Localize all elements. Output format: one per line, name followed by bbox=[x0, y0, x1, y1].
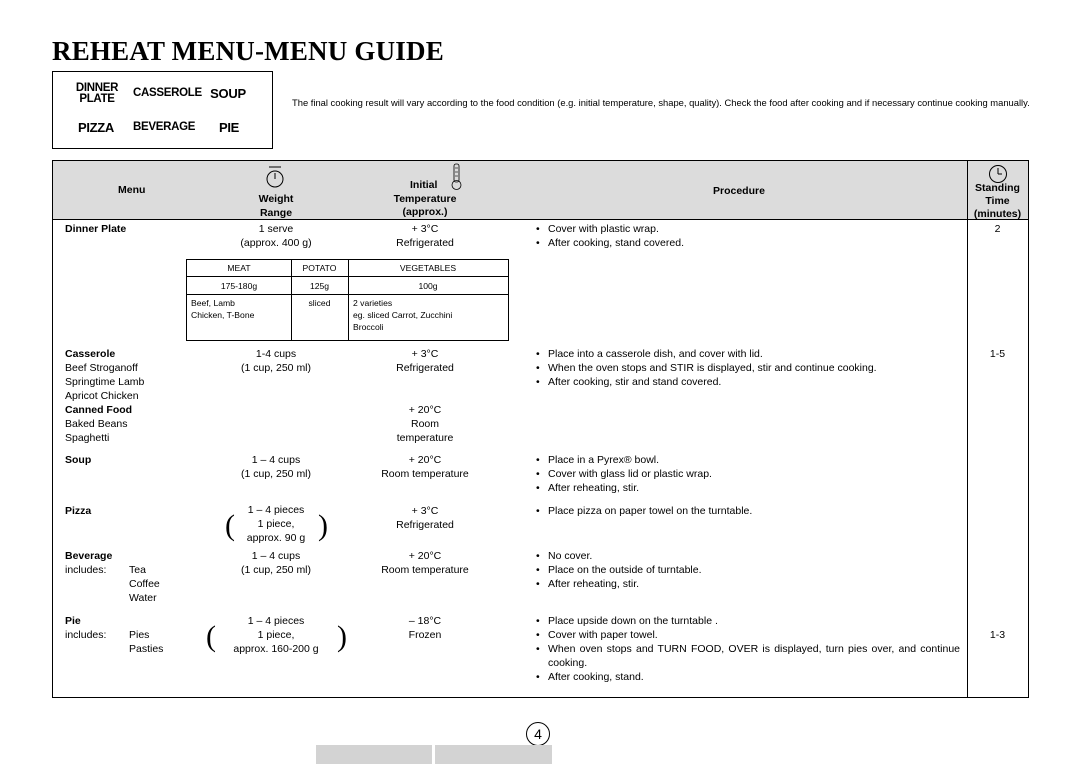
pie-button bbox=[216, 122, 242, 133]
thermometer-icon bbox=[450, 163, 464, 191]
pie-paren-open: ( bbox=[206, 620, 216, 653]
beverage-item-1: Tea bbox=[129, 564, 146, 576]
canned-temp-3: temperature bbox=[396, 432, 454, 444]
casserole-name: Casserole bbox=[65, 348, 116, 360]
header-procedure: Procedure bbox=[713, 185, 765, 197]
beverage-name: Beverage bbox=[65, 550, 113, 562]
subtable-header-vegetables: VEGETABLES bbox=[399, 263, 457, 273]
canned-food-name: Canned Food bbox=[65, 404, 133, 416]
header-initial: Initial bbox=[410, 179, 438, 191]
dinner-proc-2: • After cooking, stand covered. bbox=[548, 236, 684, 250]
dinner-plate-label-2: PLATE bbox=[79, 93, 115, 105]
standing-column-divider bbox=[967, 161, 968, 697]
subtable-rule-1 bbox=[187, 276, 508, 277]
subtable-amount-meat: 175-180g bbox=[220, 281, 258, 291]
pizza-proc-1: • Place pizza on paper towel on the turntable. bbox=[548, 504, 752, 518]
footer-tab-left bbox=[316, 745, 432, 764]
subtable-veg-1: 2 varieties bbox=[353, 298, 393, 308]
dinner-time: 2 bbox=[994, 223, 1001, 235]
beverage-item-3: Water bbox=[129, 592, 157, 604]
casserole-item-1: Beef Stroganoff bbox=[65, 362, 138, 374]
footer-tab-right bbox=[435, 745, 552, 764]
pie-weight-3: approx. 160-200 g bbox=[233, 643, 319, 655]
pie-time: 1-3 bbox=[989, 629, 1006, 641]
header-standing: Standing bbox=[975, 182, 1020, 194]
pie-item-1: Pies bbox=[129, 629, 150, 641]
timer-icon bbox=[264, 165, 286, 189]
pizza-weight-1: 1 – 4 pieces bbox=[247, 504, 305, 516]
beverage-temp-1: + 20°C bbox=[408, 550, 442, 562]
header-weight: Weight bbox=[258, 193, 294, 205]
soup-temp-2: Room temperature bbox=[381, 468, 469, 480]
dinner-proc-1: • Cover with plastic wrap. bbox=[548, 222, 659, 236]
page-number: 4 bbox=[526, 722, 550, 746]
pie-weight-1: 1 – 4 pieces bbox=[247, 615, 305, 627]
casserole-proc-2: • When the oven stops and STIR is displayed, stir and continue cooking. bbox=[548, 361, 877, 375]
dinner-temp-1: + 3°C bbox=[411, 223, 439, 235]
pie-label: PIE bbox=[218, 120, 240, 135]
subtable-amount-vegetables: 100g bbox=[418, 281, 438, 291]
beverage-weight-2: (1 cup, 250 ml) bbox=[240, 564, 312, 576]
pie-paren-close: ) bbox=[337, 620, 347, 653]
pizza-name: Pizza bbox=[65, 505, 92, 517]
dinner-plate-label-1: DINNER bbox=[75, 82, 119, 94]
control-panel-illustration bbox=[52, 71, 273, 149]
soup-proc-2: • Cover with glass lid or plastic wrap. bbox=[548, 467, 712, 481]
page-title: REHEAT MENU-MENU GUIDE bbox=[52, 36, 444, 66]
dinner-weight-1: 1 serve bbox=[258, 223, 294, 235]
pizza-label: PIZZA bbox=[77, 120, 115, 135]
subtable-potato: sliced bbox=[308, 298, 331, 308]
pizza-weight-3: approx. 90 g bbox=[246, 532, 306, 544]
beverage-label: BEVERAGE bbox=[133, 121, 196, 133]
header-range: Range bbox=[259, 207, 293, 219]
beverage-button bbox=[133, 121, 196, 133]
pie-name: Pie bbox=[65, 615, 81, 627]
pizza-button bbox=[76, 122, 116, 133]
subtable-meat-2: Chicken, T-Bone bbox=[191, 310, 255, 320]
pie-proc-4: • After cooking, stand. bbox=[548, 670, 644, 684]
beverage-includes: includes: bbox=[65, 564, 107, 576]
beverage-proc-2: • Place on the outside of turntable. bbox=[548, 563, 702, 577]
casserole-item-2: Springtime Lamb bbox=[65, 376, 145, 388]
soup-name: Soup bbox=[65, 454, 92, 466]
dinner-plate-button bbox=[75, 83, 119, 105]
dinner-temp-2: Refrigerated bbox=[396, 237, 454, 249]
pie-proc-3: • When oven stops and TURN FOOD, OVER is displayed, turn pies over, and continue cooking. bbox=[548, 642, 960, 670]
header-approx: (approx.) bbox=[402, 206, 448, 218]
beverage-weight-1: 1 – 4 cups bbox=[251, 550, 301, 562]
soup-proc-3: • After reheating, stir. bbox=[548, 481, 639, 495]
pie-proc-1: • Place upside down on the turntable . bbox=[548, 614, 718, 628]
casserole-proc-1: • Place into a casserole dish, and cover with lid. bbox=[548, 347, 763, 361]
soup-label: SOUP bbox=[210, 86, 246, 101]
soup-weight-2: (1 cup, 250 ml) bbox=[240, 468, 312, 480]
pie-temp-1: – 18°C bbox=[408, 615, 442, 627]
pie-includes: includes: bbox=[65, 629, 107, 641]
pizza-paren-close: ) bbox=[318, 509, 328, 542]
canned-temp-1: + 20°C bbox=[408, 404, 442, 416]
soup-proc-1: • Place in a Pyrex® bowl. bbox=[548, 453, 659, 467]
dinner-subtable bbox=[186, 259, 509, 341]
pie-proc-2: • Cover with paper towel. bbox=[548, 628, 658, 642]
soup-button bbox=[208, 88, 248, 99]
soup-temp-1: + 20°C bbox=[408, 454, 442, 466]
beverage-item-2: Coffee bbox=[129, 578, 160, 590]
casserole-time: 1-5 bbox=[989, 348, 1006, 360]
casserole-proc-3: • After cooking, stir and stand covered. bbox=[548, 375, 721, 389]
intro-text: The final cooking result will vary according to the food condition (e.g. initial temperature, shape, quality). Check the food after cooking and if necessary continue cooking manually. bbox=[292, 97, 1030, 108]
pizza-paren-open: ( bbox=[225, 509, 235, 542]
subtable-amount-potato: 125g bbox=[309, 281, 330, 291]
header-time: Time bbox=[985, 195, 1010, 207]
header-temperature: Temperature bbox=[393, 193, 457, 205]
beverage-proc-1: • No cover. bbox=[548, 549, 592, 563]
subtable-veg-2: eg. sliced Carrot, Zucchini bbox=[353, 310, 453, 320]
pie-temp-2: Frozen bbox=[408, 629, 442, 641]
dinner-weight-2: (approx. 400 g) bbox=[240, 237, 312, 249]
subtable-header-meat: MEAT bbox=[227, 263, 251, 273]
beverage-proc-3: • After reheating, stir. bbox=[548, 577, 639, 591]
casserole-button bbox=[133, 87, 202, 99]
casserole-label: CASSEROLE bbox=[133, 87, 202, 99]
pizza-temp-1: + 3°C bbox=[411, 505, 439, 517]
subtable-header-potato: POTATO bbox=[302, 263, 337, 273]
subtable-meat-1: Beef, Lamb bbox=[191, 298, 235, 308]
casserole-weight-2: (1 cup, 250 ml) bbox=[240, 362, 312, 374]
casserole-temp-2: Refrigerated bbox=[396, 362, 454, 374]
pizza-temp-2: Refrigerated bbox=[396, 519, 454, 531]
beverage-temp-2: Room temperature bbox=[381, 564, 469, 576]
table-header bbox=[53, 161, 1028, 220]
header-minutes: (minutes) bbox=[973, 208, 1022, 220]
subtable-veg-3: Broccoli bbox=[353, 322, 384, 332]
canned-temp-2: Room bbox=[410, 418, 439, 430]
casserole-temp-1: + 3°C bbox=[411, 348, 439, 360]
soup-weight-1: 1 – 4 cups bbox=[251, 454, 301, 466]
pie-weight-2: 1 piece, bbox=[257, 629, 295, 641]
dinner-name: Dinner Plate bbox=[65, 223, 127, 235]
menu-guide-table bbox=[52, 160, 1029, 698]
pizza-weight-2: 1 piece, bbox=[257, 518, 295, 530]
pie-item-2: Pasties bbox=[129, 643, 164, 655]
casserole-item-3: Apricot Chicken bbox=[65, 390, 139, 402]
subtable-rule-2 bbox=[187, 294, 508, 295]
canned-item-1: Baked Beans bbox=[65, 418, 128, 430]
header-menu: Menu bbox=[118, 184, 146, 196]
canned-item-2: Spaghetti bbox=[65, 432, 110, 444]
casserole-weight-1: 1-4 cups bbox=[255, 348, 297, 360]
